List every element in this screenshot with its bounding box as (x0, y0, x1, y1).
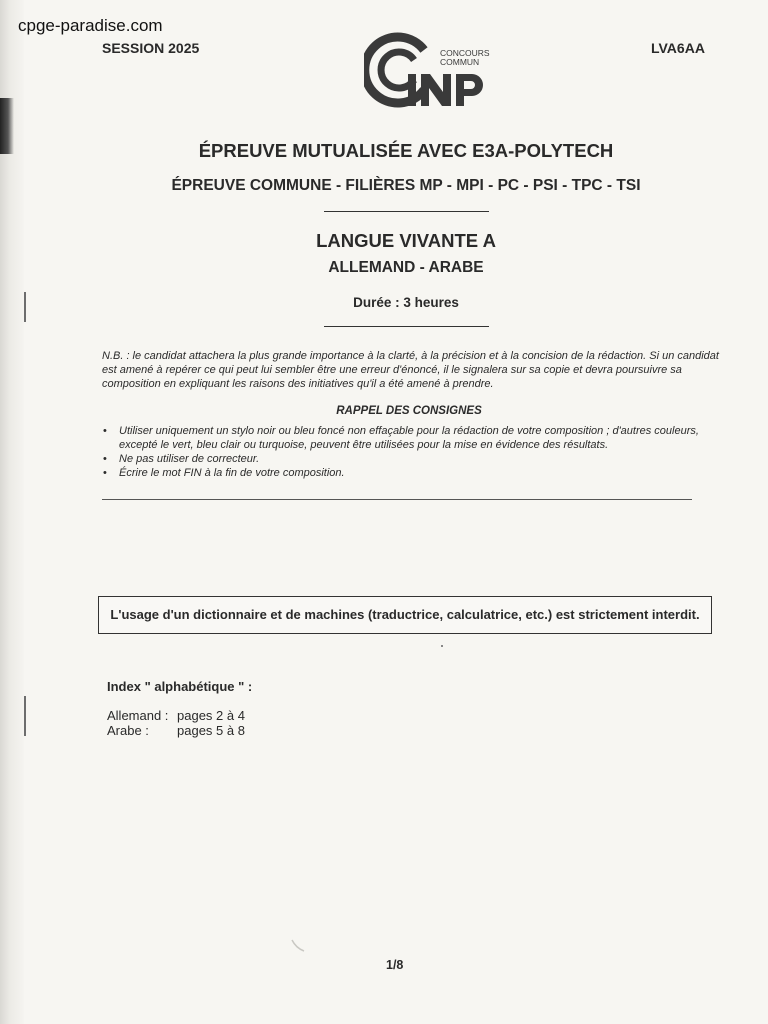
list-item: • Ne pas utiliser de correcteur. (102, 452, 722, 466)
divider (324, 211, 489, 212)
title-mutualisee: ÉPREUVE MUTUALISÉE AVEC E3A-POLYTECH (198, 140, 614, 161)
list-item: • Écrire le mot FIN à la fin de votre composition. (102, 466, 722, 480)
duration: Durée : 3 heures (353, 295, 459, 310)
list-item: • Utiliser uniquement un stylo noir ou bleu foncé non effaçable pour la rédaction de votre composition ; d'autres couleurs, excepté le vert, bleu clair ou turquoise, peuvent être utilisées pour la mise en évidence des résultats. (102, 424, 722, 452)
concours-commun-inp-logo (364, 28, 514, 114)
index-title: Index " alphabétique " : (107, 679, 253, 694)
warning-box: L'usage d'un dictionnaire et de machines (traductrice, calculatrice, etc.) est strictement interdit. (98, 596, 712, 634)
index-row (107, 708, 307, 724)
consignes-list (102, 424, 722, 480)
title-commune: ÉPREUVE COMMUNE - FILIÈRES MP - MPI - PC - PSI - TPC - TSI (171, 177, 641, 194)
rappel-title: RAPPEL DES CONSIGNES (336, 405, 482, 417)
divider (102, 499, 692, 500)
scan-edge-mark (24, 696, 26, 736)
languages-title: ALLEMAND - ARABE (328, 259, 484, 276)
logo-line2: COMMUN (440, 57, 480, 67)
divider (324, 326, 489, 327)
nb-paragraph: N.B. : le candidat attachera la plus grande importance à la clarté, à la précision et à la concision de la rédaction. Si un candidat est amené à repérer ce qui peut lui sembler être une erreur d'énoncé, il le signalera sur sa copie et devra poursuivre sa composition en expliquant les raisons des initiatives qu'il a été amené à prendre. (102, 350, 719, 390)
exam-code: LVA6AA (651, 40, 705, 56)
index-row (107, 723, 307, 739)
index-row-label: Arabe : (107, 723, 149, 738)
subject-title: LANGUE VIVANTE A (316, 230, 496, 251)
page-number: 1/8 (386, 958, 404, 972)
logo-line1: CONCOURS (440, 48, 490, 58)
index-row-pages: pages 2 à 4 (177, 708, 245, 723)
index-row-pages: pages 5 à 8 (177, 723, 245, 738)
watermark-text: cpge-paradise.com (18, 16, 163, 35)
session-label: SESSION 2025 (102, 40, 200, 56)
pencil-mark (290, 938, 308, 954)
index-row-label: Allemand : (107, 708, 169, 723)
scan-speck (441, 645, 443, 647)
